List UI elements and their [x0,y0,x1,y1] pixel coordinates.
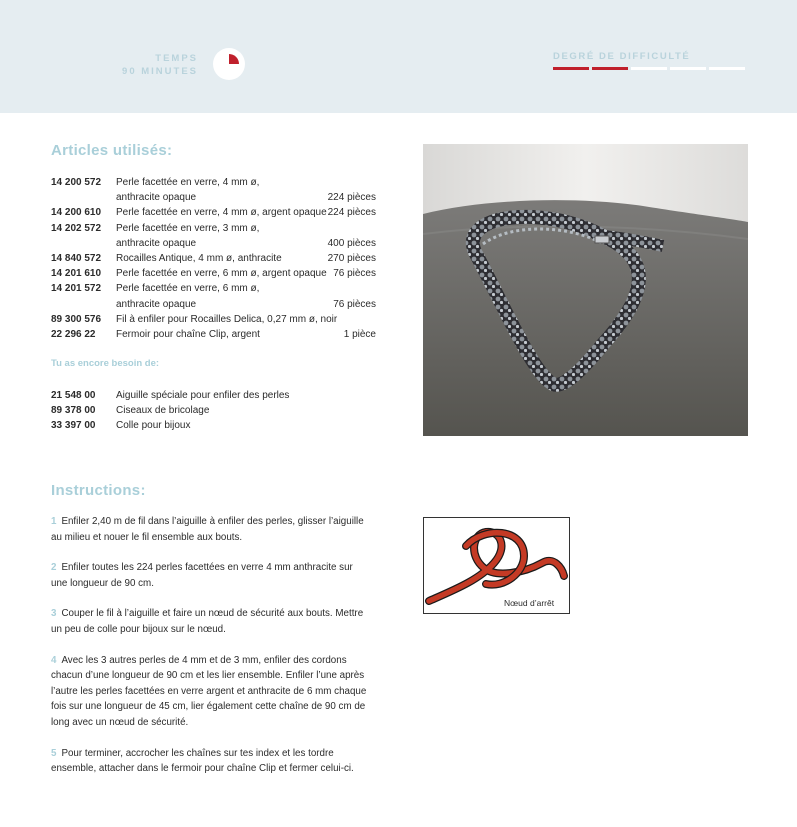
article-quantity: 270 pièces [327,253,376,265]
article-description: Perle facettée en verre, 4 mm ø, argent opaque [116,207,327,219]
article-code: 14 840 572 [51,253,102,265]
article-row [51,175,376,190]
needs-title: Tu as encore besoin de: [51,358,160,369]
article-row [51,251,376,266]
header-bar [0,0,797,113]
need-code: 89 378 00 [51,405,96,417]
pie-clock-icon [212,47,246,81]
article-description: Perle facettée en verre, 6 mm ø, [116,283,260,295]
article-description: Perle facettée en verre, 6 mm ø, argent opaque [116,268,327,280]
difficulty-meter [553,67,745,70]
instructions-title: Instructions: [51,482,146,499]
step-number: 5 [51,747,57,759]
need-row [51,418,376,433]
time-label: TEMPS [155,53,198,64]
difficulty-segment [670,67,706,70]
articles-list [51,175,376,342]
article-description: Perle facettée en verre, 4 mm ø, [116,177,260,188]
knot-diagram [423,517,570,614]
need-row [51,403,376,418]
article-code: 14 202 572 [51,222,102,234]
article-code: 89 300 576 [51,313,102,325]
article-row [51,190,376,205]
instruction-step [51,746,371,777]
difficulty-segment [709,67,745,70]
time-info [122,52,198,78]
article-quantity: 224 pièces [327,207,376,219]
bracelet-photo [423,144,748,436]
article-quantity: 76 pièces [333,298,376,310]
step-text: Enfiler 2,40 m de fil dans l’aiguille à enfiler des perles, glisser l’aiguille au milieu et nouer le fil ensemble aux bouts. [51,516,364,543]
article-code: 14 201 610 [51,268,102,280]
article-code: 14 200 572 [51,177,102,188]
article-quantity: 400 pièces [327,237,376,249]
article-quantity: 76 pièces [333,268,376,280]
need-code: 33 397 00 [51,420,96,432]
articles-title: Articles utilisés: [51,142,173,159]
need-code: 21 548 00 [51,390,96,401]
step-number: 3 [51,608,57,620]
article-description: anthracite opaque [116,192,197,204]
article-description: anthracite opaque [116,298,197,310]
difficulty-segment [592,67,628,70]
instruction-step [51,560,371,591]
instructions-list [51,514,371,792]
article-code: 14 200 610 [51,207,102,219]
need-description: Colle pour bijoux [116,420,191,432]
article-code: 22 296 22 [51,329,96,341]
step-number: 1 [51,516,57,527]
article-quantity: 1 pièce [343,329,376,341]
difficulty-label: DEGRÉ DE DIFFICULTÉ [553,51,691,62]
instruction-step [51,606,371,637]
article-row [51,297,376,312]
step-text: Pour terminer, accrocher les chaînes sur tes index et les tordre ensemble, attacher dans le fermoir pour chaîne Clip et fermer celui-ci. [51,747,354,775]
article-description: anthracite opaque [116,237,197,249]
knot-caption: Nœud d’arrêt [504,598,555,608]
article-row [51,327,376,342]
article-description: Fermoir pour chaîne Clip, argent [116,329,260,341]
article-description: Rocailles Antique, 4 mm ø, anthracite [116,253,282,265]
time-value: 90 MINUTES [122,66,198,77]
article-row [51,236,376,251]
step-text: Couper le fil à l’aiguille et faire un nœud de sécurité aux bouts. Mettre un peu de colle pour bijoux sur le nœud. [51,608,364,635]
step-number: 4 [51,654,57,666]
article-row [51,281,376,296]
article-description: Fil à enfiler pour Rocailles Delica, 0,27 mm ø, noir [116,313,338,325]
step-text: Avec les 3 autres perles de 4 mm et de 3 mm, enfiler des cordons chacun d’une longueur de 90 cm et les lier ensemble. Enfiler l’une après l’autre les perles facettées en verre argent et anthracite de 6 mm chaque fois sur une longueur de 45 cm, lier également cette chaîne de 90 cm de long avec un nœud de sécurité. [51,654,367,728]
article-description: Perle facettée en verre, 3 mm ø, [116,222,260,234]
difficulty-segment [553,67,589,70]
need-description: Aiguille spéciale pour enfiler des perles [116,390,290,401]
article-code [51,236,116,251]
article-row [51,266,376,281]
needs-list [51,388,376,434]
step-text: Enfiler toutes les 224 perles facettées en verre 4 mm anthracite sur une longueur de 90 cm. [51,562,353,589]
instruction-step [51,653,371,731]
step-number: 2 [51,562,57,574]
article-row [51,312,376,327]
article-code [51,190,116,205]
need-row [51,388,376,403]
need-description: Ciseaux de bricolage [116,405,210,417]
instruction-step [51,514,371,545]
article-code: 14 201 572 [51,283,102,295]
article-code [51,297,116,312]
article-row [51,205,376,220]
article-row [51,221,376,236]
difficulty-segment [631,67,667,70]
article-quantity: 224 pièces [327,192,376,204]
